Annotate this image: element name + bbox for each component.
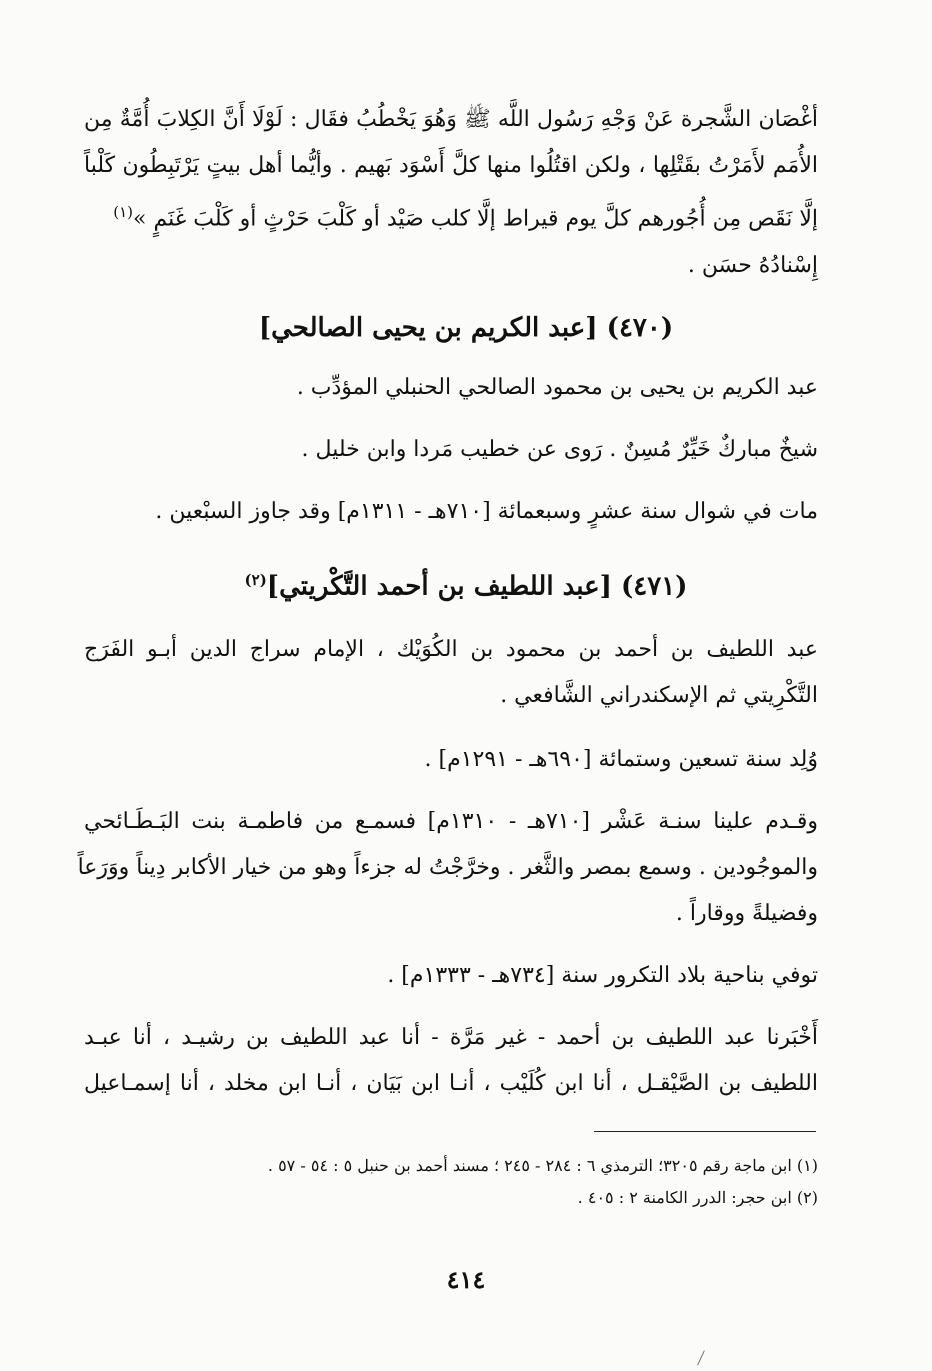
text-line: عبد اللطيف بن أحمد بن محمود بن الكُوَيْك ، الإمام سراج الدين أبـو الفَرَج [84, 637, 818, 662]
text-line: وُلِد سنة تسعين وستمائة [٦٩٠هـ - ١٢٩١م] . [424, 747, 818, 772]
text-line: توفي بناحية بلاد التكرور سنة [٧٣٤هـ - ١٣٣٣م] . [387, 963, 818, 988]
text-line: شيخٌ مباركٌ خَيِّرٌ مُسِنٌ . رَوى عن خطيب مَردا وابن خليل . [301, 437, 818, 462]
text-line: وفضيلةً ووقاراً . [675, 901, 818, 926]
isnad-note: إِسْنادُهُ حسَن . [687, 253, 818, 278]
entry-heading [0, 558, 932, 609]
footnote-ref: (١) [113, 203, 133, 221]
text-line: مات في شوال سنة عشرٍ وسبعمائة [٧١٠هـ - ١٣١١م] وقد جاوز السبْعين . [155, 499, 818, 524]
text-line: والموجُودين . وسمع بمصر والثَّغر . وخرَّجْتُ له جزءاً وهو من خيار الأكابر دِيناً ووَرَعاً [77, 855, 818, 880]
footnote: (١) ابن ماجة رقم ٣٢٠٥؛ الترمذي ٦ : ٢٨٤ - ٢٤٥ ؛ مسند أحمد بن حنبل ٥ : ٥٤ - ٥٧ . [267, 1156, 818, 1175]
entry-heading-text: (٤٧١) [عبد اللطيف بن أحمد التَّكْريتي] [266, 571, 688, 602]
footnote-separator [594, 1131, 816, 1132]
page-number: ٤١٤ [446, 1265, 486, 1294]
text-line: أَخْبَرنا عبد اللطيف بن أحمد - غير مَرَّة - أنا عبد اللطيف بن رشيـد ، أنا عبـد [84, 1025, 818, 1050]
text-line: التَّكْرِيتي ثم الإسكندراني الشَّافعي . [500, 683, 818, 708]
scan-mark [697, 1350, 714, 1369]
footnote: (٢) ابن حجر: الدرر الكامنة ٢ : ٤٠٥ . [577, 1188, 818, 1207]
text-line: عبد الكريم بن يحيى بن محمود الصالحي الحنبلي المؤدِّب . [296, 375, 818, 400]
text-line [113, 192, 818, 239]
text-line: اللطيف بن الصَّيْقـل ، أنا ابن كُلَيْب ، أنـا ابن بَيَان ، أنـا ابن مخلد ، أنا إسمـاعيل [84, 1071, 818, 1096]
footnote-ref: (٢) [244, 571, 267, 589]
text-line-body: إلَّا نَقَص مِن أُجُورهم كلَّ يوم قيراط إلَّا كلب صَيْد أو كَلْبَ حَرْثٍ أو كَلْبَ غَنَمٍ » [133, 206, 818, 232]
text-line: وقـدم علينا سنـة عَشْر [٧١٠هـ - ١٣١٠م] فسمـع من فاطمـة بنت البَـطَـائحي [84, 809, 819, 834]
entry-heading: (٤٧٠) [عبد الكريم بن يحيى الصالحي] [258, 313, 674, 343]
text-line: أغْصَان الشَّجرة عَنْ وَجْهِ رَسُول اللَّه ﷺ وَهُوَ يَخْطُبُ فقَال : لَوْلَا أَنَّ الكِلابَ أُمَّةٌ مِن [84, 107, 818, 132]
text-line: الأُمَم لأَمَرْتُ بقَتْلِها ، ولكن اقتُلُوا منها كلَّ أَسْوَد بَهيم . وأيُّما أهل بيتٍ يَرْتَبِطُون كَلْباً [84, 153, 818, 178]
